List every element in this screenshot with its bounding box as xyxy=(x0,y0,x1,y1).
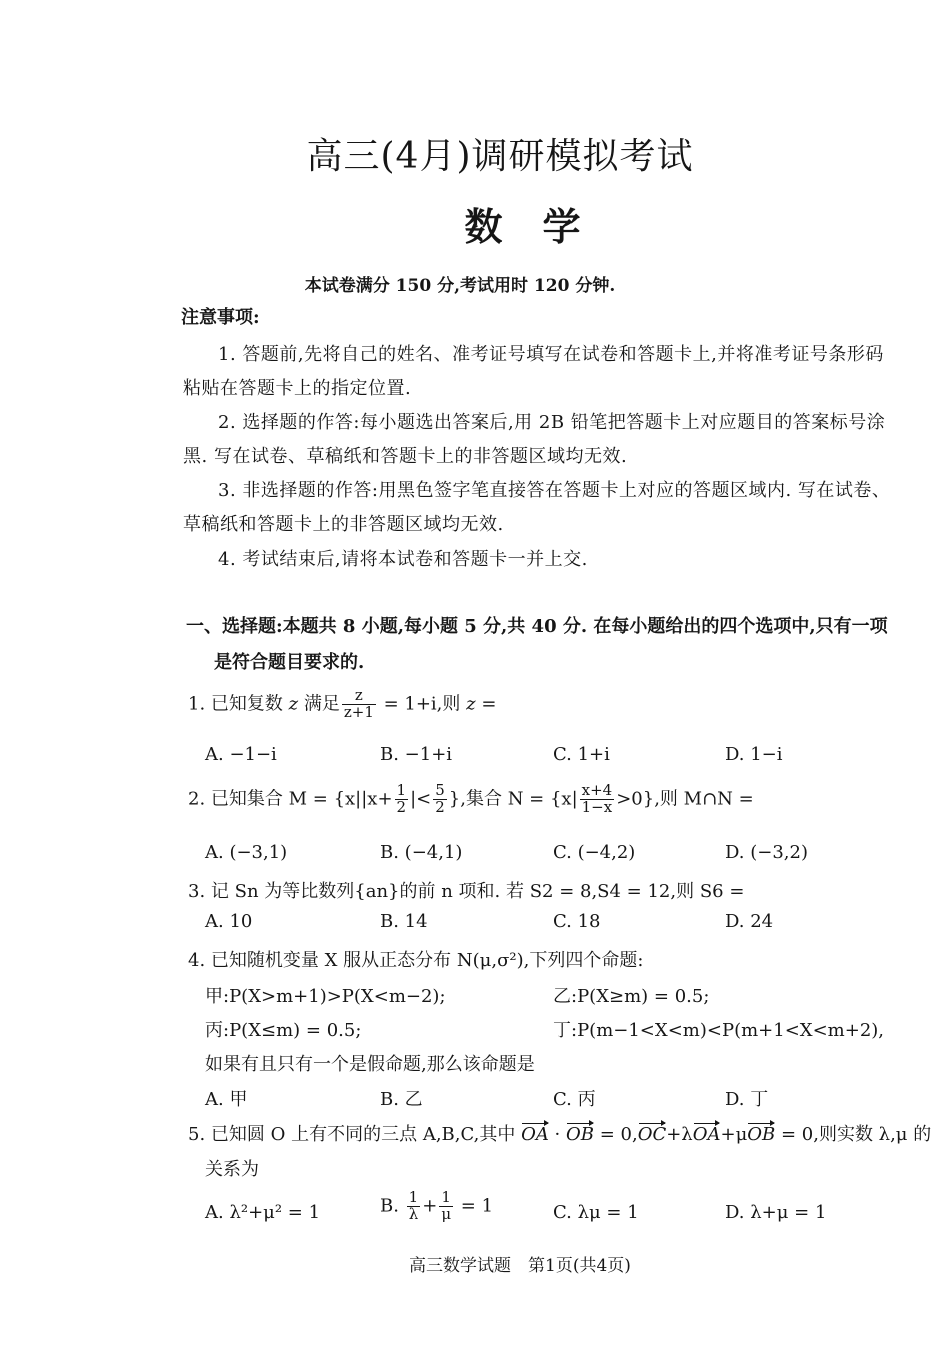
q2-frac-2-num: 5 xyxy=(435,781,445,799)
q2-pre: 2. 已知集合 M = {x||x+ xyxy=(188,788,393,810)
notice-heading: 注意事项: xyxy=(181,307,260,328)
q5-dot: · xyxy=(548,1124,566,1145)
q4-option-d: D. 丁 xyxy=(725,1089,769,1110)
subject-title: 数学 xyxy=(464,204,621,249)
q5-option-b-plus: + xyxy=(422,1195,438,1217)
q4-proposition-ding: 丁:P(m−1<X<m)<P(m+1<X<m+2), xyxy=(553,1020,885,1041)
section-heading: 一、选择题:本题共 8 小题,每小题 5 分,共 40 分. 在每小题给出的四个选项中,只有一项 xyxy=(186,616,888,637)
q1-option-d: D. 1−i xyxy=(725,744,783,765)
q1-fraction xyxy=(342,688,376,721)
q5-plus1: +λ xyxy=(666,1124,693,1145)
q5-b-frac-2-den: μ xyxy=(441,1204,452,1223)
vector-ob: OB xyxy=(566,1124,594,1145)
notice-item-2-cont: 黑. 写在试卷、草稿纸和答题卡上的非答题区域均无效. xyxy=(183,446,628,467)
q5-b-frac-2-num: 1 xyxy=(441,1188,451,1206)
vector-oc: OC xyxy=(637,1124,667,1145)
q5-mid: = 0, xyxy=(593,1124,638,1145)
q2-frac-2 xyxy=(433,783,447,816)
q1-z2: z xyxy=(466,693,476,715)
q2-mid: |< xyxy=(410,788,432,810)
q2-frac-1-den: 2 xyxy=(396,797,407,816)
q5-option-b-post: = 1 xyxy=(455,1195,494,1217)
question-3: 3. 记 Sn 为等比数列{an}的前 n 项和. 若 S2 = 8,S4 = 12,则 S6 = xyxy=(188,881,745,902)
q1-option-b: B. −1+i xyxy=(380,744,453,765)
question-4: 4. 已知随机变量 X 服从正态分布 N(μ,σ²),下列四个命题: xyxy=(188,950,644,971)
q5-pre: 5. 已知圆 O 上有不同的三点 A,B,C,其中 xyxy=(188,1124,522,1145)
q5-b-frac-1-den: λ xyxy=(408,1204,419,1223)
q1-frac-den: z+1 xyxy=(343,702,374,721)
q2-option-b: B. (−4,1) xyxy=(380,842,463,863)
q2-option-c: C. (−4,2) xyxy=(553,842,636,863)
q3-option-c: C. 18 xyxy=(553,911,601,932)
q1-pre: 1. 已知复数 xyxy=(188,693,289,715)
q2-frac-1 xyxy=(395,783,409,816)
q5-option-b xyxy=(380,1190,493,1223)
q5-option-c: C. λμ = 1 xyxy=(553,1202,639,1223)
q1-z: z xyxy=(288,693,299,715)
q3-option-a: A. 10 xyxy=(205,911,253,932)
q2-post: >0},则 M∩N = xyxy=(616,788,754,810)
q1-frac-num: z xyxy=(354,686,363,704)
vector-oa: OA xyxy=(521,1124,549,1145)
q4-proposition-yi: 乙:P(X≥m) = 0.5; xyxy=(553,986,710,1007)
q4-option-a: A. 甲 xyxy=(205,1089,248,1110)
q1-option-a: A. −1−i xyxy=(205,744,277,765)
q5-option-a: A. λ²+μ² = 1 xyxy=(205,1202,321,1223)
vector-ob-2: OB xyxy=(747,1124,776,1145)
page-footer: 高三数学试题 第1页(共4页) xyxy=(409,1256,631,1276)
q2-mid2: },集合 N = {x| xyxy=(448,788,578,810)
q5-plus2: +μ xyxy=(720,1124,748,1145)
q1-option-c: C. 1+i xyxy=(553,744,610,765)
vector-oa-2: OA xyxy=(692,1124,721,1145)
q4-proposition-jia: 甲:P(X>m+1)>P(X<m−2); xyxy=(205,986,446,1007)
section-heading-cont: 是符合题目要求的. xyxy=(214,652,365,673)
question-2 xyxy=(188,783,754,816)
exam-info: 本试卷满分 150 分,考试用时 120 分钟. xyxy=(304,276,616,296)
q1-mid: 满足 xyxy=(298,693,340,715)
q4-option-b: B. 乙 xyxy=(380,1089,423,1110)
exam-title: 高三(4月)调研模拟考试 xyxy=(306,136,694,177)
notice-item-1: 1. 答题前,先将自己的姓名、准考证号填写在试卷和答题卡上,并将准考证号条形码 xyxy=(218,344,884,365)
notice-item-1-cont: 粘贴在答题卡上的指定位置. xyxy=(183,378,412,399)
q1-eq: = xyxy=(475,693,497,715)
q1-post: = 1+i,则 xyxy=(377,693,467,715)
q2-frac-1-num: 1 xyxy=(396,781,407,799)
q5-option-b-frac-2 xyxy=(439,1190,453,1223)
q2-option-d: D. (−3,2) xyxy=(725,842,808,863)
q3-option-d: D. 24 xyxy=(725,911,774,932)
question-1 xyxy=(188,688,496,721)
q5-option-b-frac-1 xyxy=(407,1190,421,1223)
question-5 xyxy=(188,1120,931,1146)
notice-item-2: 2. 选择题的作答:每小题选出答案后,用 2B 铅笔把答题卡上对应题目的答案标号涂 xyxy=(218,412,886,433)
q2-frac-3-den: 1−x xyxy=(581,797,613,816)
q2-frac-2-den: 2 xyxy=(435,797,445,816)
q5-post: = 0,则实数 λ,μ 的 xyxy=(775,1124,932,1145)
q3-option-b: B. 14 xyxy=(380,911,428,932)
notice-item-4: 4. 考试结束后,请将本试卷和答题卡一并上交. xyxy=(218,549,588,570)
q5-b-frac-1-num: 1 xyxy=(408,1188,419,1206)
q5-stem-cont: 关系为 xyxy=(205,1159,259,1180)
q5-option-b-label: B. xyxy=(380,1195,405,1217)
notice-item-3-cont: 草稿纸和答题卡上的非答题区域均无效. xyxy=(183,514,504,535)
q4-option-c: C. 丙 xyxy=(553,1089,596,1110)
q2-frac-3-num: x+4 xyxy=(581,781,613,799)
q4-ask: 如果有且只有一个是假命题,那么该命题是 xyxy=(205,1054,535,1075)
notice-item-3: 3. 非选择题的作答:用黑色签字笔直接答在答题卡上对应的答题区域内. 写在试卷、 xyxy=(218,480,891,501)
q4-proposition-bing: 丙:P(X≤m) = 0.5; xyxy=(205,1020,362,1041)
q5-option-d: D. λ+μ = 1 xyxy=(725,1202,827,1223)
q2-option-a: A. (−3,1) xyxy=(205,842,288,863)
q2-frac-3 xyxy=(580,783,615,816)
